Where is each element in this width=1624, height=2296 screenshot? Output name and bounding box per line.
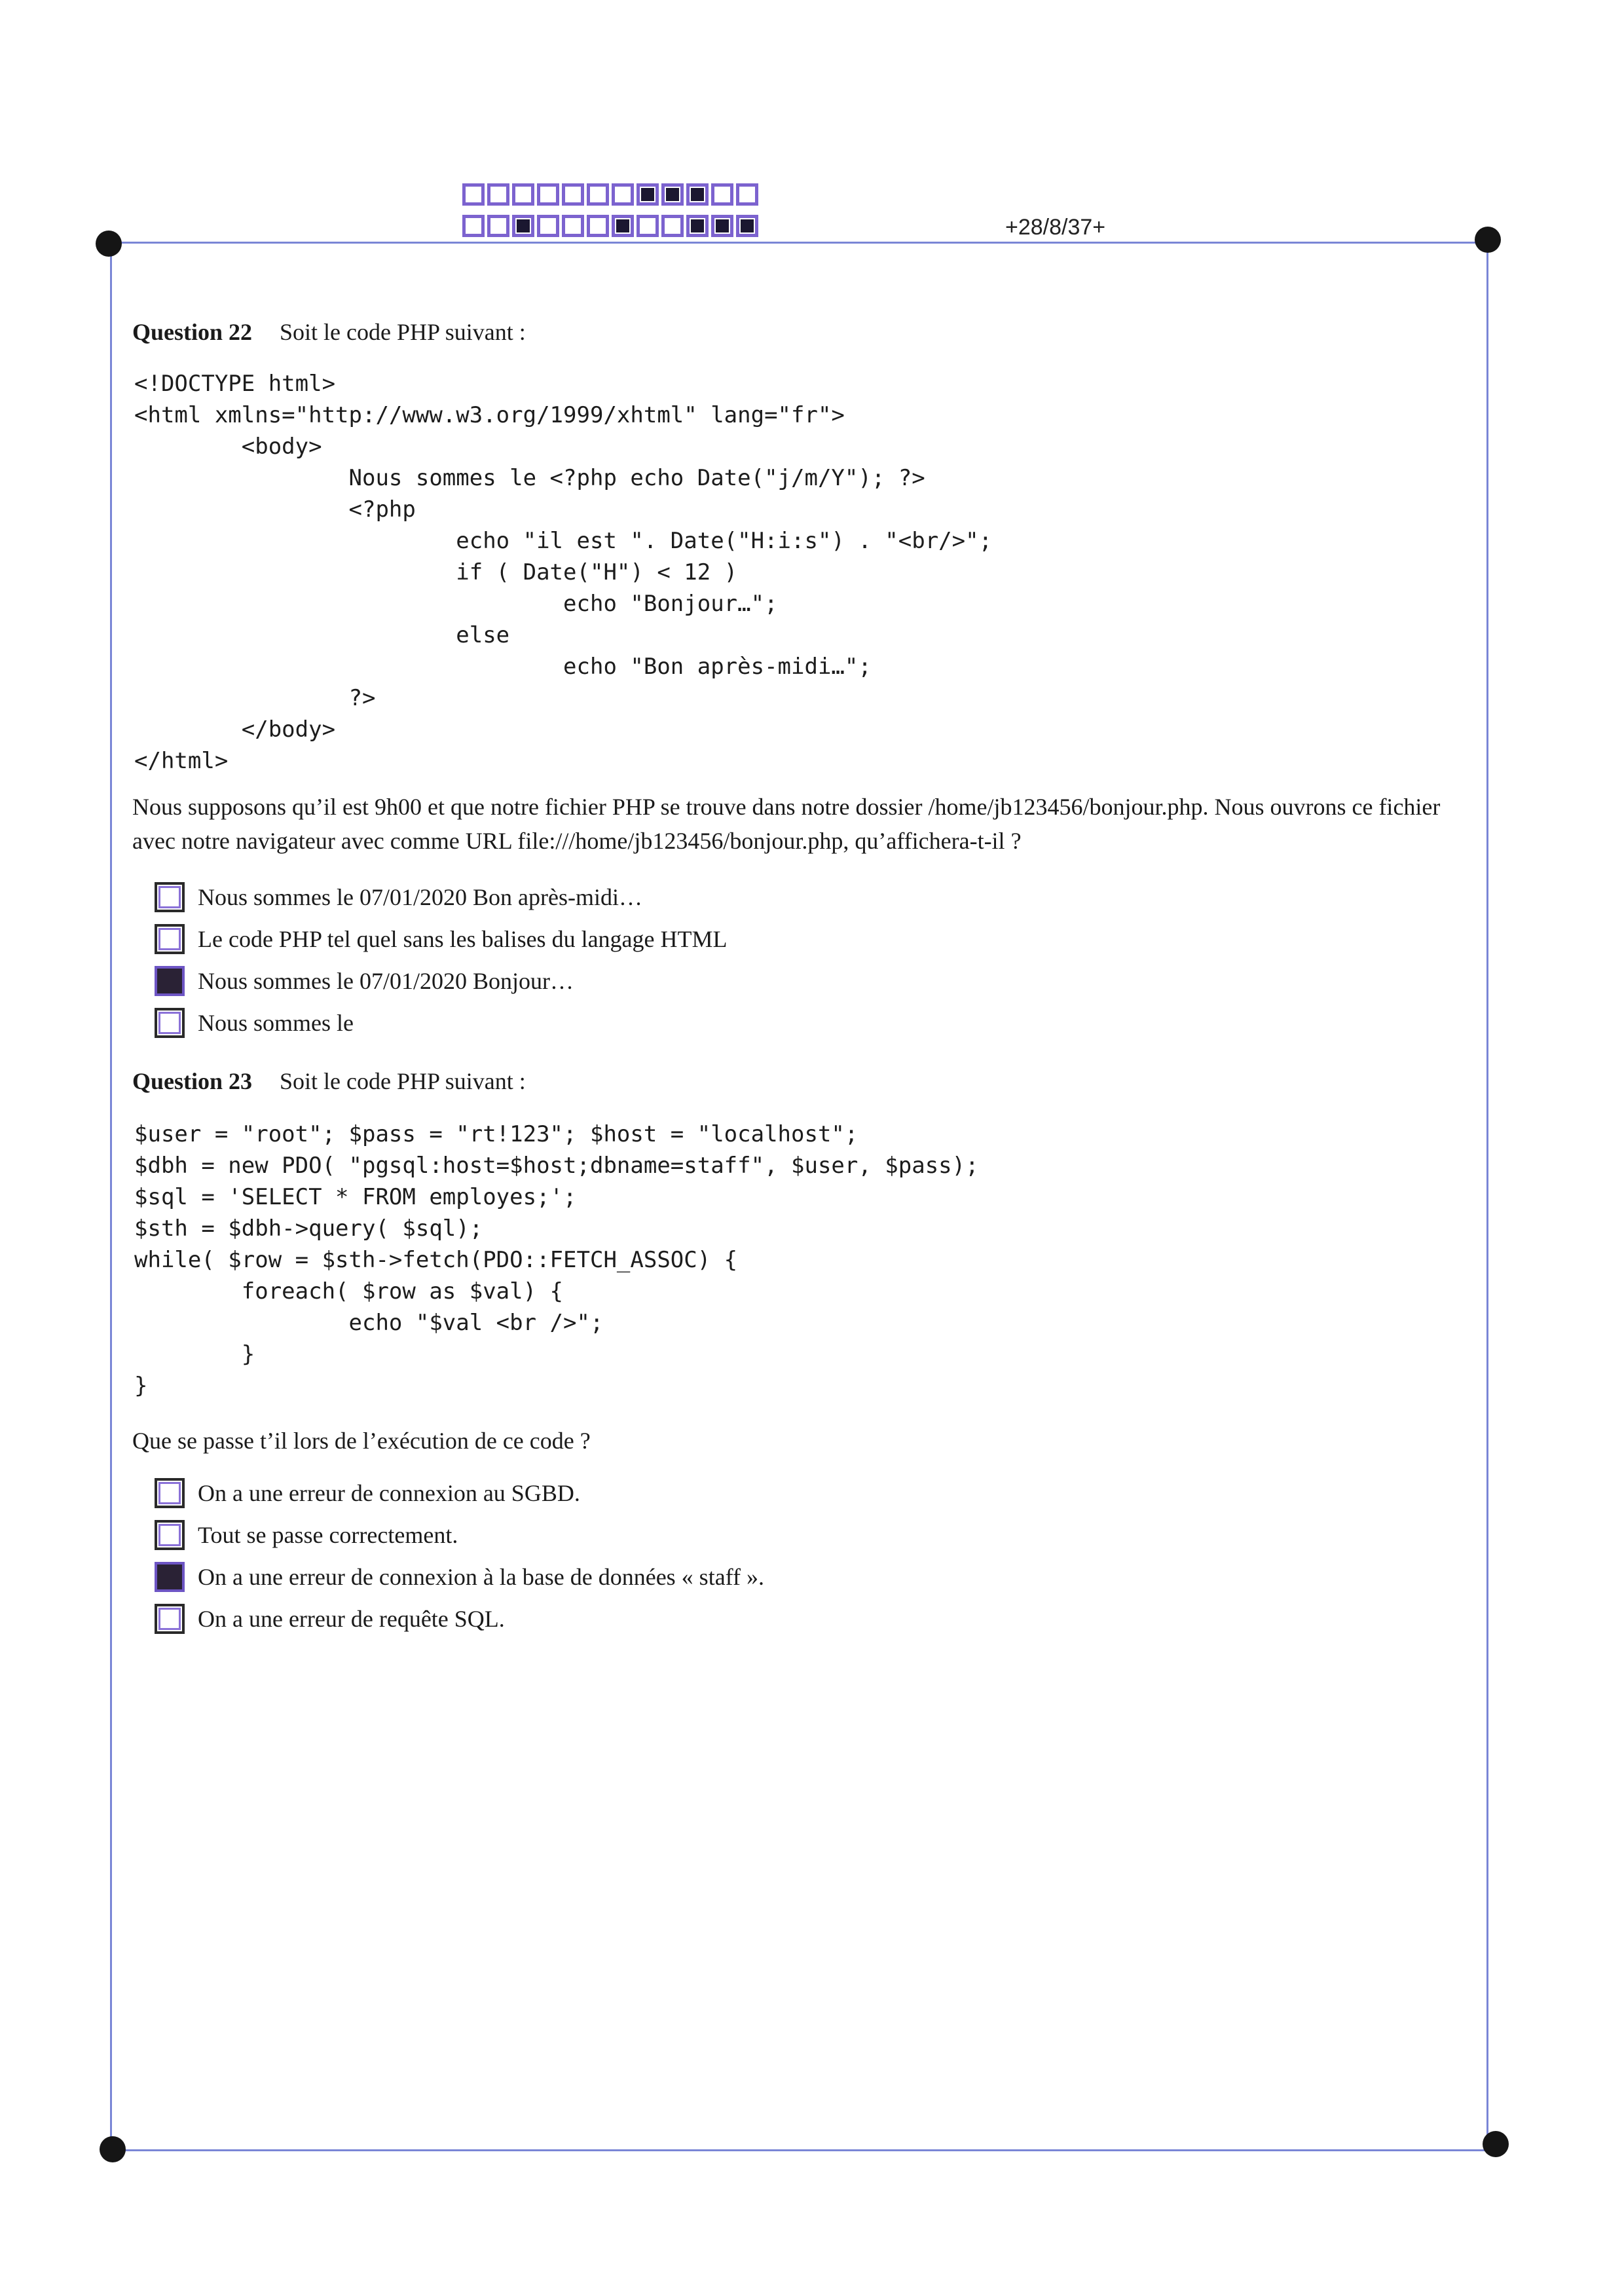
question-22-code: <!DOCTYPE html> <html xmlns="http://www.w3.org/1999/xhtml" lang="fr"> <body> Nous sommes le <?php echo Date("j/m/Y"); ?> <?php echo "il est ". Date("H:i:s") . "<br/>"; if ( Date("H") < 12 ) echo "Bonjour…"; else echo "Bon après-midi…"; ?> </body> </html> xyxy=(134,371,993,774)
student-id-box[interactable] xyxy=(562,215,584,237)
answer-label: Tout se passe correctement. xyxy=(198,1522,458,1548)
answer-22-3[interactable] xyxy=(155,963,574,999)
student-id-box[interactable] xyxy=(686,215,709,237)
student-id-box[interactable] xyxy=(512,215,534,237)
student-id-box[interactable] xyxy=(587,183,609,206)
registration-mark-top-left xyxy=(96,231,122,257)
student-id-box[interactable] xyxy=(487,215,509,237)
answer-label: Le code PHP tel quel sans les balises du langage HTML xyxy=(198,926,728,952)
student-id-box[interactable] xyxy=(487,183,509,206)
answer-23-1[interactable] xyxy=(155,1475,580,1511)
answer-label: Nous sommes le 07/01/2020 Bon après-midi… xyxy=(198,884,642,910)
checkbox-22-3[interactable] xyxy=(155,966,185,996)
question-22-heading xyxy=(132,318,526,346)
frame-top-line xyxy=(110,242,1488,244)
question-23-heading xyxy=(132,1067,526,1095)
question-23-text: Que se passe t’il lors de l’exécution de ce code ? xyxy=(132,1428,591,1454)
student-id-box[interactable] xyxy=(612,183,634,206)
checkbox-23-2[interactable] xyxy=(155,1520,185,1550)
student-id-box[interactable] xyxy=(711,183,733,206)
page-code: +28/8/37+ xyxy=(1005,215,1106,240)
student-id-box[interactable] xyxy=(612,215,634,237)
answer-22-2[interactable] xyxy=(155,921,728,957)
frame-right-line xyxy=(1486,242,1488,2150)
student-id-box[interactable] xyxy=(462,215,485,237)
question-number: Question 22 xyxy=(132,319,253,345)
question-22-text: Nous supposons qu’il est 9h00 et que notre fichier PHP se trouve dans notre dossier /home/jb123456/bonjour.php. Nous ouvrons ce fichier avec notre navigateur avec comme URL file:///home/jb123456/bonjour.php, qu’affichera-t-il ? xyxy=(132,794,1441,854)
question-prompt: Soit le code PHP suivant : xyxy=(280,1068,526,1094)
answer-23-3[interactable] xyxy=(155,1559,764,1595)
frame-left-line xyxy=(110,242,112,2151)
student-id-box[interactable] xyxy=(512,183,534,206)
checkbox-22-4[interactable] xyxy=(155,1008,185,1038)
checkbox-22-2[interactable] xyxy=(155,924,185,954)
question-23-code: $user = "root"; $pass = "rt!123"; $host = "localhost"; $dbh = new PDO( "pgsql:host=$host;dbname=staff", $user, $pass); $sql = 'SELECT * FROM employes;'; $sth = $dbh->query( $sql); while( $row = $sth->fetch(PDO::FETCH_ASSOC) { foreach( $row as $val) { echo "$val <br />"; } } xyxy=(134,1121,979,1399)
answer-label: On a une erreur de connexion à la base de données « staff ». xyxy=(198,1564,765,1590)
answer-label: On a une erreur de requête SQL. xyxy=(198,1606,505,1632)
checkbox-23-4[interactable] xyxy=(155,1604,185,1634)
student-id-box[interactable] xyxy=(637,183,659,206)
answer-22-4[interactable] xyxy=(155,1005,354,1041)
student-id-box[interactable] xyxy=(587,215,609,237)
student-id-box[interactable] xyxy=(661,215,684,237)
student-id-box[interactable] xyxy=(462,183,485,206)
student-id-box[interactable] xyxy=(736,215,758,237)
registration-mark-bottom-right xyxy=(1483,2131,1509,2157)
student-id-box[interactable] xyxy=(637,215,659,237)
answer-23-2[interactable] xyxy=(155,1517,458,1553)
student-id-box[interactable] xyxy=(562,183,584,206)
answer-22-1[interactable] xyxy=(155,879,642,916)
student-id-box[interactable] xyxy=(537,183,559,206)
answer-label: Nous sommes le 07/01/2020 Bonjour… xyxy=(198,968,574,994)
student-id-box[interactable] xyxy=(686,183,709,206)
student-id-row-1 xyxy=(462,183,758,206)
answer-label: On a une erreur de connexion au SGBD. xyxy=(198,1480,580,1506)
registration-mark-top-right xyxy=(1475,227,1501,253)
checkbox-23-1[interactable] xyxy=(155,1478,185,1508)
registration-mark-bottom-left xyxy=(100,2136,126,2162)
answer-23-4[interactable] xyxy=(155,1601,505,1637)
student-id-box[interactable] xyxy=(736,183,758,206)
student-id-box[interactable] xyxy=(711,215,733,237)
checkbox-22-1[interactable] xyxy=(155,882,185,912)
checkbox-23-3[interactable] xyxy=(155,1562,185,1592)
student-id-box[interactable] xyxy=(661,183,684,206)
question-number: Question 23 xyxy=(132,1068,253,1094)
student-id-box[interactable] xyxy=(537,215,559,237)
student-id-row-2 xyxy=(462,215,758,237)
answer-label: Nous sommes le xyxy=(198,1010,354,1036)
frame-bottom-line xyxy=(113,2149,1496,2151)
question-prompt: Soit le code PHP suivant : xyxy=(280,319,526,345)
